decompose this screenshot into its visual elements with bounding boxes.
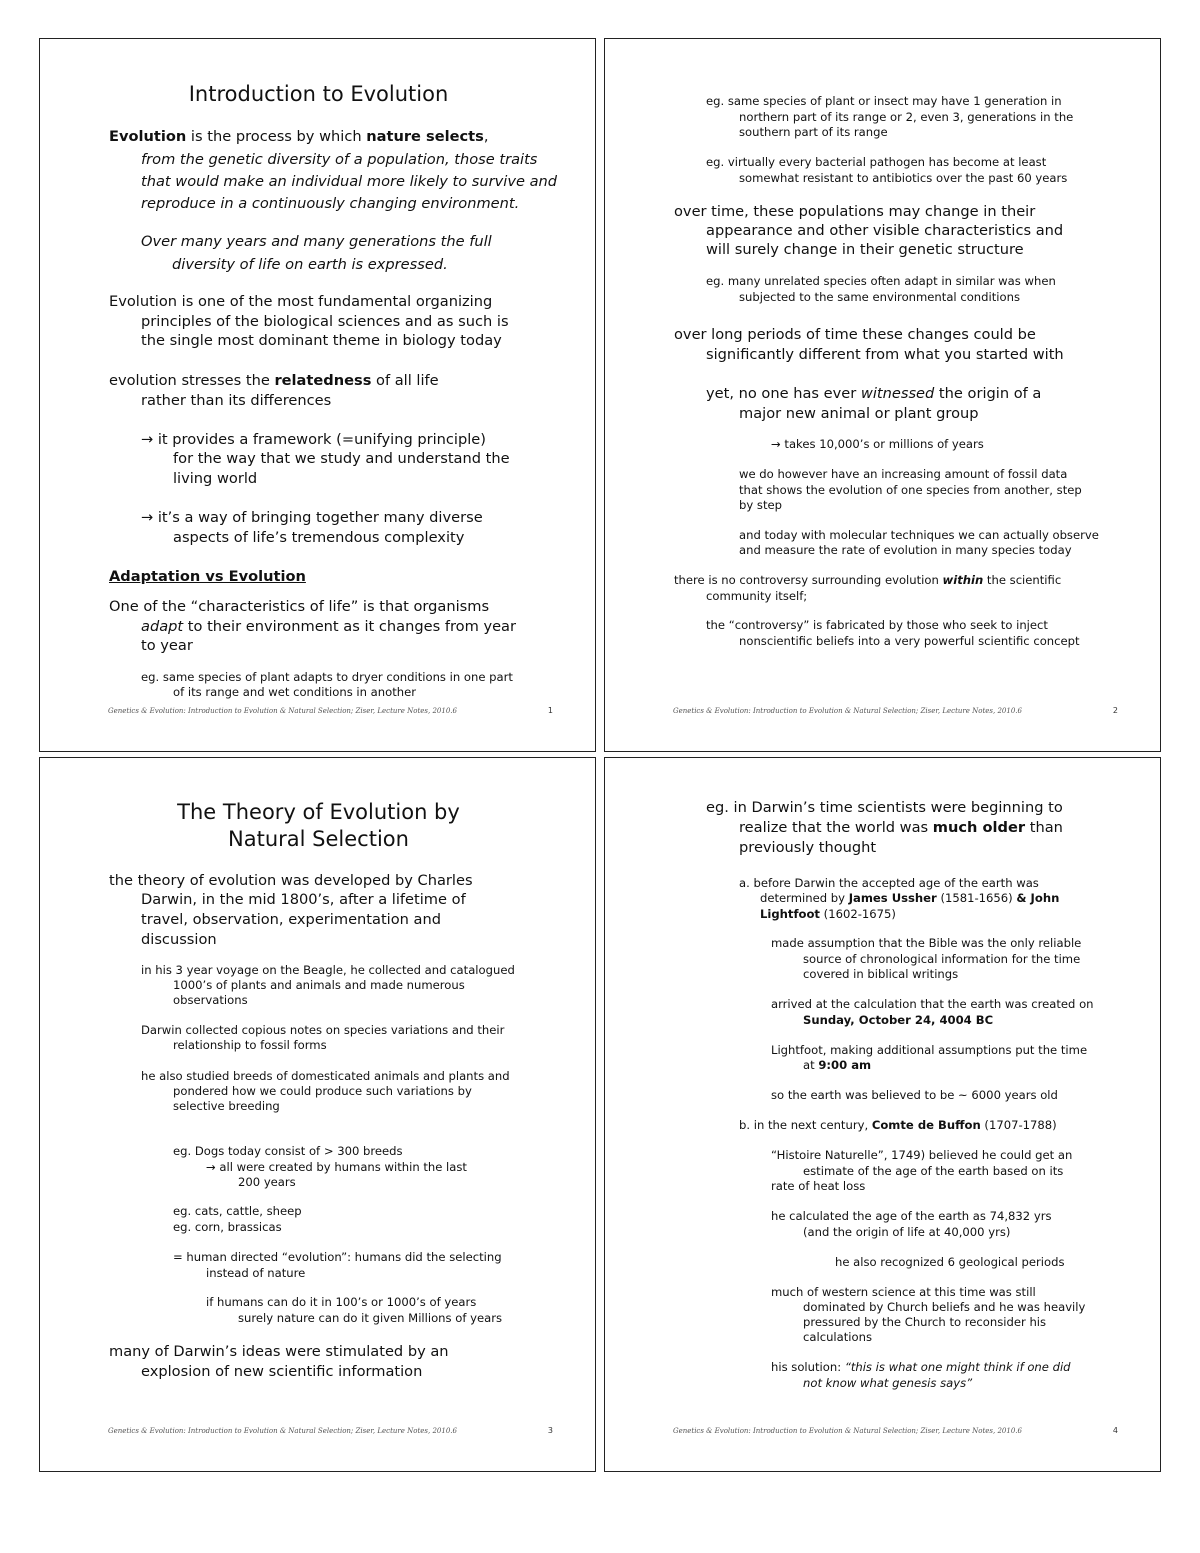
text-line: selective breeding [173, 1099, 280, 1113]
text-line: northern part of its range or 2, even 3, generations in the [739, 110, 1074, 124]
text-line: diversity of life on earth is expressed. [172, 256, 448, 273]
much-older-line: realize that the world was much older than [739, 819, 1063, 836]
text-line: we do however have an increasing amount of fossil data [739, 467, 1068, 481]
text-line: by step [739, 498, 782, 512]
text-line: made assumption that the Bible was the only reliable [771, 936, 1082, 950]
text-line: of its range and wet conditions in another [173, 685, 417, 699]
text-line: the theory of evolution was developed by Charles [109, 872, 473, 889]
bullet-line: → it’s a way of bringing together many diverse [141, 509, 483, 526]
creation-time-line: at 9:00 am [803, 1058, 872, 1072]
within-line: there is no controversy surrounding evolution within the scientific [674, 573, 1062, 587]
text-line: covered in biblical writings [803, 967, 959, 981]
text-line: to year [141, 637, 193, 654]
text-line: Over many years and many generations the full [141, 233, 492, 250]
solution-line: his solution: “this is what one might think if one did [771, 1360, 1071, 1374]
text-line: somewhat resistant to antibiotics over the past 60 years [739, 171, 1068, 185]
text-line: aspects of life’s tremendous complexity [173, 529, 465, 546]
slide-title: Natural Selection [228, 827, 409, 851]
text-line: 200 years [238, 1175, 296, 1189]
slide-4 [604, 757, 1161, 1472]
text-line: rather than its differences [141, 392, 332, 409]
text-line: subjected to the same environmental conditions [739, 290, 1020, 304]
page-number: 2 [1112, 706, 1118, 715]
text-line: arrived at the calculation that the earth was created on [771, 997, 1094, 1011]
section-heading: Adaptation vs Evolution [109, 568, 306, 585]
text-line: appearance and other visible characteristics and [706, 222, 1064, 239]
text-line: dominated by Church beliefs and he was heavily [803, 1300, 1086, 1314]
text-line: from the genetic diversity of a population, those traits [141, 151, 538, 168]
text-line: pressured by the Church to reconsider his [803, 1315, 1047, 1329]
text-line: observations [173, 993, 248, 1007]
footer-citation: Genetics & Evolution: Introduction to Evolution & Natural Selection; Ziser, Lecture Notes, 2010.6 [673, 1427, 1022, 1435]
text-line: southern part of its range [739, 125, 888, 139]
text-line: principles of the biological sciences and as such is [141, 313, 509, 330]
text-line: the single most dominant theme in biology today [141, 332, 502, 349]
text-line: nonscientific beliefs into a very powerful scientific concept [739, 634, 1080, 648]
slide-1 [39, 38, 596, 752]
text-line: eg. in Darwin’s time scientists were beginning to [706, 799, 1063, 816]
page-number: 3 [547, 1426, 553, 1435]
text-line: Darwin collected copious notes on species variations and their [141, 1023, 505, 1037]
text-line: (and the origin of life at 40,000 yrs) [803, 1225, 1011, 1239]
text-line: much of western science at this time was still [771, 1285, 1036, 1299]
text-line: Evolution is one of the most fundamental organizing [109, 293, 493, 310]
adapt-line: adapt to their environment as it changes from year [141, 618, 517, 635]
text-line: living world [173, 470, 258, 487]
text-line: previously thought [739, 839, 877, 856]
list-item-b: b. in the next century, Comte de Buffon (1707-1788) [739, 1118, 1057, 1132]
bullet-line: → all were created by humans within the last [206, 1160, 467, 1174]
text-line: the “controversy” is fabricated by those who seek to inject [706, 618, 1048, 632]
slide-3 [39, 757, 596, 1472]
text-line: major new animal or plant group [739, 405, 979, 422]
text-line: in his 3 year voyage on the Beagle, he collected and catalogued [141, 963, 515, 977]
text-line: that would make an individual more likely to survive and [141, 173, 558, 190]
page-number: 1 [547, 706, 553, 715]
text-line: so the earth was believed to be ~ 6000 years old [771, 1088, 1058, 1102]
text-line: for the way that we study and understand the [173, 450, 510, 467]
text-line: eg. same species of plant or insect may have 1 generation in [706, 94, 1062, 108]
text-line: over long periods of time these changes could be [674, 326, 1036, 343]
text-line: over time, these populations may change in their [674, 203, 1036, 220]
relatedness-line: evolution stresses the relatedness of all life [109, 372, 439, 389]
text-line: he also recognized 6 geological periods [835, 1255, 1065, 1269]
text-line: eg. cats, cattle, sheep [173, 1204, 302, 1218]
text-line: if humans can do it in 100’s or 1000’s of years [206, 1295, 477, 1309]
text-line: Darwin, in the mid 1800’s, after a lifetime of [141, 891, 466, 908]
text-line: calculations [803, 1330, 872, 1344]
text-line: many of Darwin’s ideas were stimulated by an [109, 1343, 449, 1360]
slide-title: The Theory of Evolution by [177, 800, 460, 824]
slide-title: Introduction to Evolution [188, 82, 449, 106]
text-line: he also studied breeds of domesticated animals and plants and [141, 1069, 510, 1083]
text-line: reproduce in a continuously changing environment. [141, 195, 520, 212]
text-line: that shows the evolution of one species from another, step [739, 483, 1082, 497]
text-line: pondered how we could produce such variations by [173, 1084, 472, 1098]
text-line: eg. many unrelated species often adapt in similar was when [706, 274, 1056, 288]
creation-date: Sunday, October 24, 4004 BC [803, 1013, 994, 1027]
slide-2 [604, 38, 1161, 752]
text-line: explosion of new scientific information [141, 1363, 423, 1380]
text-line: rate of heat loss [771, 1179, 866, 1193]
text-line: Lightfoot, making additional assumptions put the time [771, 1043, 1088, 1057]
text-line: eg. same species of plant adapts to dryer conditions in one part [141, 670, 513, 684]
text-line: 1000’s of plants and animals and made numerous [173, 978, 465, 992]
text-line: surely nature can do it given Millions of years [238, 1311, 503, 1325]
bullet-line: → it provides a framework (=unifying principle) [141, 431, 486, 448]
text-line: eg. Dogs today consist of > 300 breeds [173, 1144, 403, 1158]
text-line: relationship to fossil forms [173, 1038, 327, 1052]
text-line: source of chronological information for the time [803, 952, 1081, 966]
witnessed-line: yet, no one has ever witnessed the origin of a [706, 385, 1042, 402]
footer-citation: Genetics & Evolution: Introduction to Evolution & Natural Selection; Ziser, Lecture Notes, 2010.6 [673, 707, 1022, 715]
text-line: he calculated the age of the earth as 74,832 yrs [771, 1209, 1052, 1223]
text-line: and today with molecular techniques we can actually observe [739, 528, 1099, 542]
text-line: = human directed “evolution”: humans did the selecting [173, 1250, 502, 1264]
text-line: significantly different from what you started with [706, 346, 1064, 363]
text-line: will surely change in their genetic structure [706, 241, 1024, 258]
text-line: eg. virtually every bacterial pathogen has become at least [706, 155, 1047, 169]
footer-citation: Genetics & Evolution: Introduction to Evolution & Natural Selection; Ziser, Lecture Notes, 2010.6 [108, 707, 457, 715]
text-line: “Histoire Naturelle”, 1749) believed he could get an [771, 1148, 1073, 1162]
text-line: One of the “characteristics of life” is that organisms [109, 598, 490, 615]
page-number: 4 [1112, 1426, 1118, 1435]
evolution-definition-line1: Evolution is the process by which nature selects, [109, 128, 489, 145]
ussher-line: determined by James Ussher (1581-1656) & John [760, 891, 1060, 905]
list-item-a: a. before Darwin the accepted age of the earth was [739, 876, 1039, 890]
text-line: instead of nature [206, 1266, 306, 1280]
text-line: eg. corn, brassicas [173, 1220, 282, 1234]
text-line: and measure the rate of evolution in many species today [739, 543, 1072, 557]
text-line: community itself; [706, 589, 808, 603]
lightfoot-line: Lightfoot (1602-1675) [760, 907, 896, 921]
text-line: travel, observation, experimentation and [141, 911, 442, 928]
text-line: estimate of the age of the earth based on its [803, 1164, 1064, 1178]
text-line: not know what genesis says” [803, 1376, 973, 1390]
text-line: discussion [141, 931, 217, 948]
bullet-line: → takes 10,000’s or millions of years [771, 437, 984, 451]
footer-citation: Genetics & Evolution: Introduction to Evolution & Natural Selection; Ziser, Lecture Notes, 2010.6 [108, 1427, 457, 1435]
